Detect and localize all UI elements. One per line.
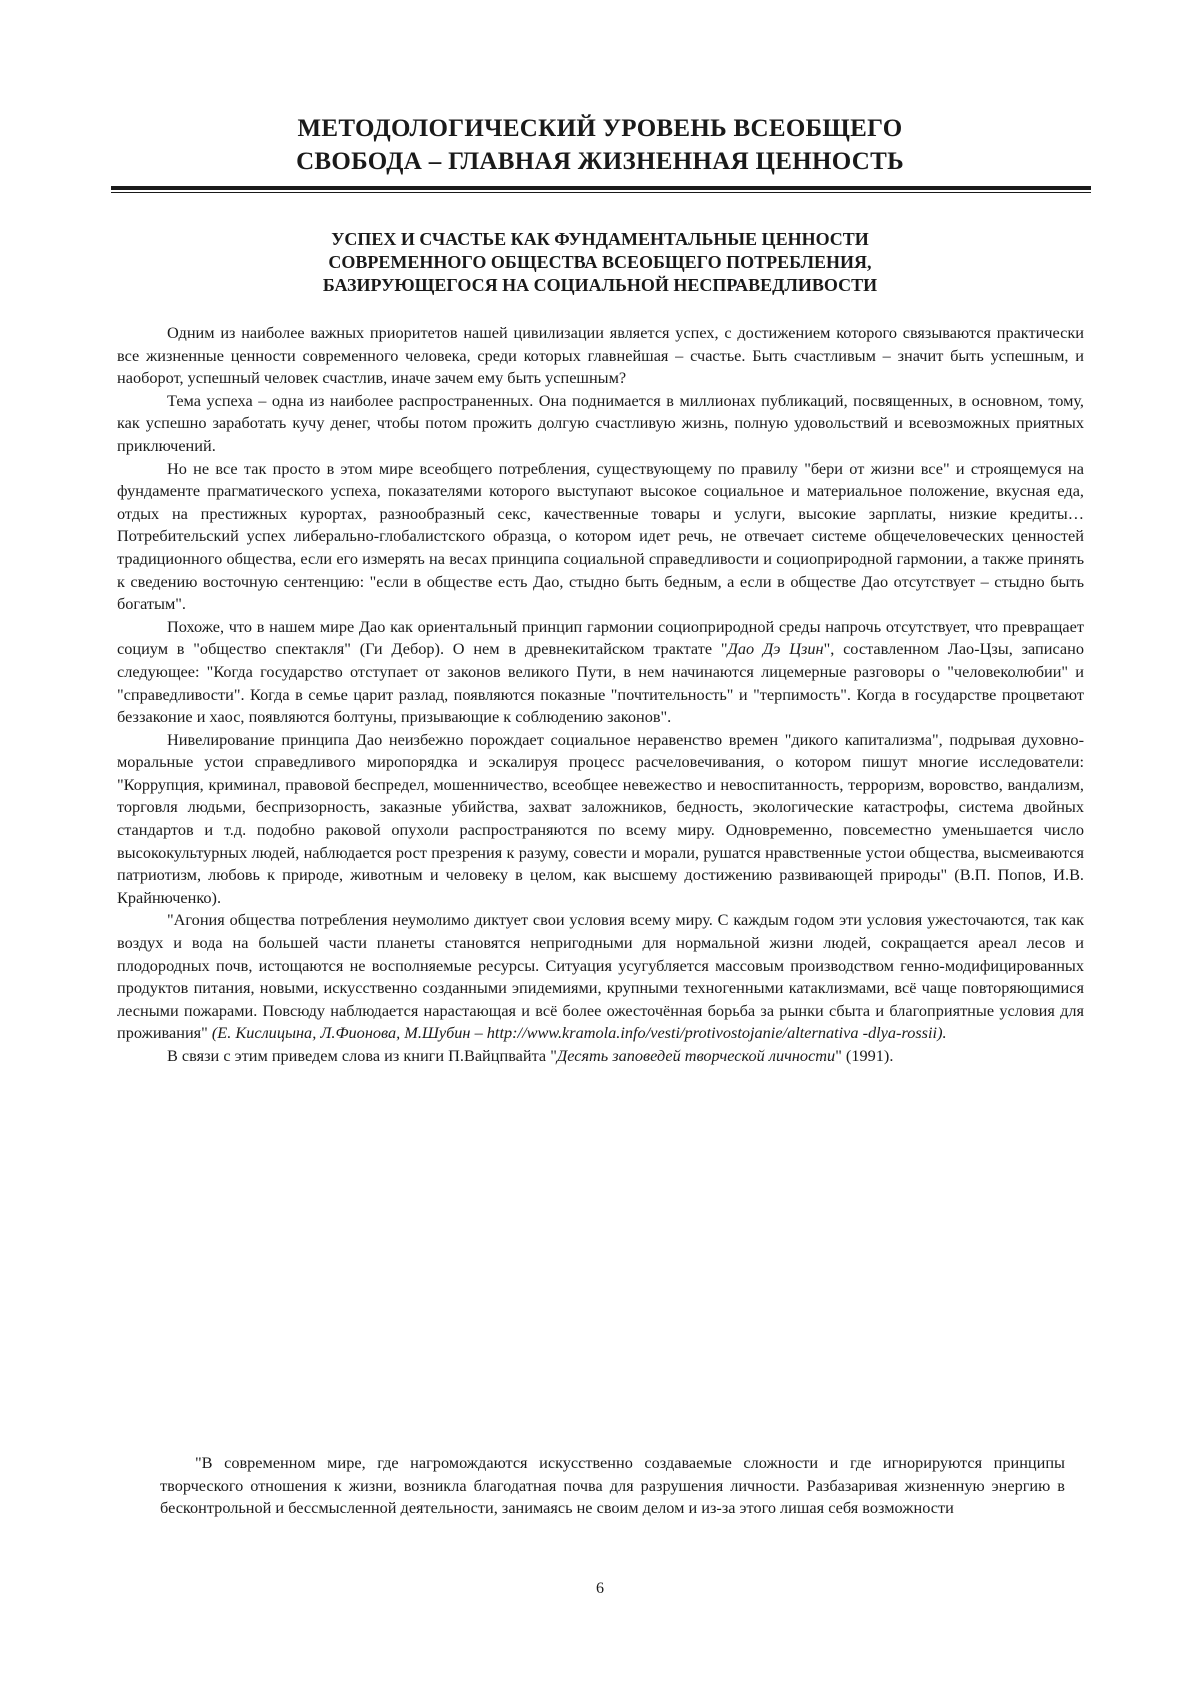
paragraph-7-text-a: В связи с этим приведем слова из книги П.Вайцпвайта " (167, 1046, 557, 1065)
paragraph-6-text: "Агония общества потребления неумолимо диктует свои условия всему миру. С каждым годом эти условия ужесточаются, так как воздух и вода на большей части планеты становятся непригодными для нормальной жизни людей, сокращается ареал лесов и плодородных почв, истощаются не восполняемые ресурсы. Ситуация усугубляется массовым производством генно-модифицированных продуктов питания, новыми, искусственно созданными эпидемиями, крупными техногенными катаклизмами, всё чаще повторяющимися лесными пожарами. Повсюду наблюдается нарастающая и всё более ожесточённая борьба за рынки сбыта и благоприятные условия для проживания" (117, 910, 1084, 1043)
page-number: 6 (596, 1580, 604, 1597)
article-title-line-1: УСПЕХ И СЧАСТЬЕ КАК ФУНДАМЕНТАЛЬНЫЕ ЦЕННОСТИ (331, 229, 869, 249)
paragraph-3: Но не все так просто в этом мире всеобщего потребления, существующему по правилу "бери от жизни все" и строящемуся на фундаменте прагматического успеха, показателями которого выступают высокое социальное и материальное положение, вкусная еда, отдых на престижных курортах, разнообразный секс, качественные товары и услуги, высокие зарплаты, низкие кредиты… Потребительский успех либерально-глобалистского образца, о котором идет речь, не отвечает системе общечеловеческих ценностей традиционного общества, если его измерять на весах принципа социальной справедливости и социоприродной гармонии, а также принять к сведению восточную сентенцию: "если в обществе есть Дао, стыдно быть бедным, а если в обществе Дао отсутствует – стыдно быть богатым". (117, 458, 1084, 614)
paragraph-4 (117, 616, 1084, 729)
article-title-line-3: БАЗИРУЮЩЕГОСЯ НА СОЦИАЛЬНОЙ НЕСПРАВЕДЛИВОСТИ (322, 275, 878, 295)
block-quote-text: "В современном мире, где нагромождаются искусственно создаваемые сложности и где игнорируются принципы творческого отношения к жизни, возникла благодатная почва для разрушения личности. Разбазаривая жизненную энергию в бесконтрольной и бессмысленной деятельности, занимаясь не своим делом и из-за этого лишая себя возможности (160, 1453, 1065, 1518)
paragraph-6-citation: (Е. Кислицына, Л.Фионова, М.Шубин – http://www.kramola.info/vesti/protivostojanie/alternativa -dlya-rossii). (211, 1023, 947, 1043)
running-header-line-1: МЕТОДОЛОГИЧЕСКИЙ УРОВЕНЬ ВСЕОБЩЕГО (297, 115, 903, 142)
paragraph-4-text-b: ", составленном Лао-Цзы, записано следующее: "Когда государство отступает от законов великого Пути, в нем начинаются лицемерные разговоры о "человеколюбии" и "справедливости". Когда в семье царит разлад, появляются показные "почтительность" и "терпимость". Когда в государстве процветают беззаконие и хаос, появляются болтуны, призывающие к соблюдению законов". (117, 639, 1084, 727)
article-body (117, 322, 1084, 1068)
header-rule-thin (111, 192, 1091, 193)
paragraph-7-book-title: Десять заповедей творческой личности (556, 1046, 836, 1065)
paragraph-2: Тема успеха – одна из наиболее распространенных. Она поднимается в миллионах публикаций, посвященных, в основном, тому, как успешно заработать кучу денег, чтобы потом прожить долгую счастливую жизнь, полную удовольствий и всевозможных приятных приключений. (117, 390, 1084, 455)
header-rule-thick (111, 186, 1091, 190)
paragraph-7-text-b: " (1991). (835, 1046, 894, 1065)
paragraph-7 (117, 1045, 1084, 1068)
paragraph-4-text-a: Похоже, что в нашем мире Дао как ориентальный принцип гармонии социоприродной среды напрочь отсутствует, что превращает социум в "общество спектакля" (Ги Дебор). О нем в древнекитайском трактате " (117, 616, 1084, 659)
block-quote (160, 1452, 1065, 1520)
article-title (110, 228, 1090, 297)
article-title-line-2: СОВРЕМЕННОГО ОБЩЕСТВА ВСЕОБЩЕГО ПОТРЕБЛЕНИЯ, (328, 252, 872, 272)
running-header-line-2: СВОБОДА – ГЛАВНАЯ ЖИЗНЕННАЯ ЦЕННОСТЬ (296, 148, 904, 175)
paragraph-6 (117, 909, 1084, 1045)
paragraph-5: Нивелирование принципа Дао неизбежно порождает социальное неравенство времен "дикого капитализма", подрывая духовно-моральные устои справедливого миропорядка и эскалируя процесс расчеловечивания, о котором пишут многие исследователи: "Коррупция, криминал, правовой беспредел, мошенничество, всеобщее невежество и невоспитанность, терроризм, воровство, вандализм, торговля людьми, беспризорность, заказные убийства, захват заложников, бедность, экологические катастрофы, система двойных стандартов и т.д. подобно раковой опухоли распространяются по всему миру. Одновременно, повсеместно уменьшается число высококультурных людей, наблюдается рост презрения к разуму, совести и морали, рушатся нравственные устои общества, высмеиваются патриотизм, любовь к природе, животным и человеку в целом, как высшему достижению развивающей природы" (В.П. Попов, И.В. Крайнюченко). (117, 729, 1084, 907)
running-header (110, 112, 1090, 178)
paragraph-4-book-title: Дао Дэ Цзин (727, 639, 824, 659)
paragraph-1: Одним из наиболее важных приоритетов нашей цивилизации является успех, с достижением которого связываются практически все жизненные ценности современного человека, среди которых главнейшая – счастье. Быть счастливым – значит быть успешным, и наоборот, успешный человек счастлив, иначе зачем ему быть успешным? (117, 323, 1084, 388)
